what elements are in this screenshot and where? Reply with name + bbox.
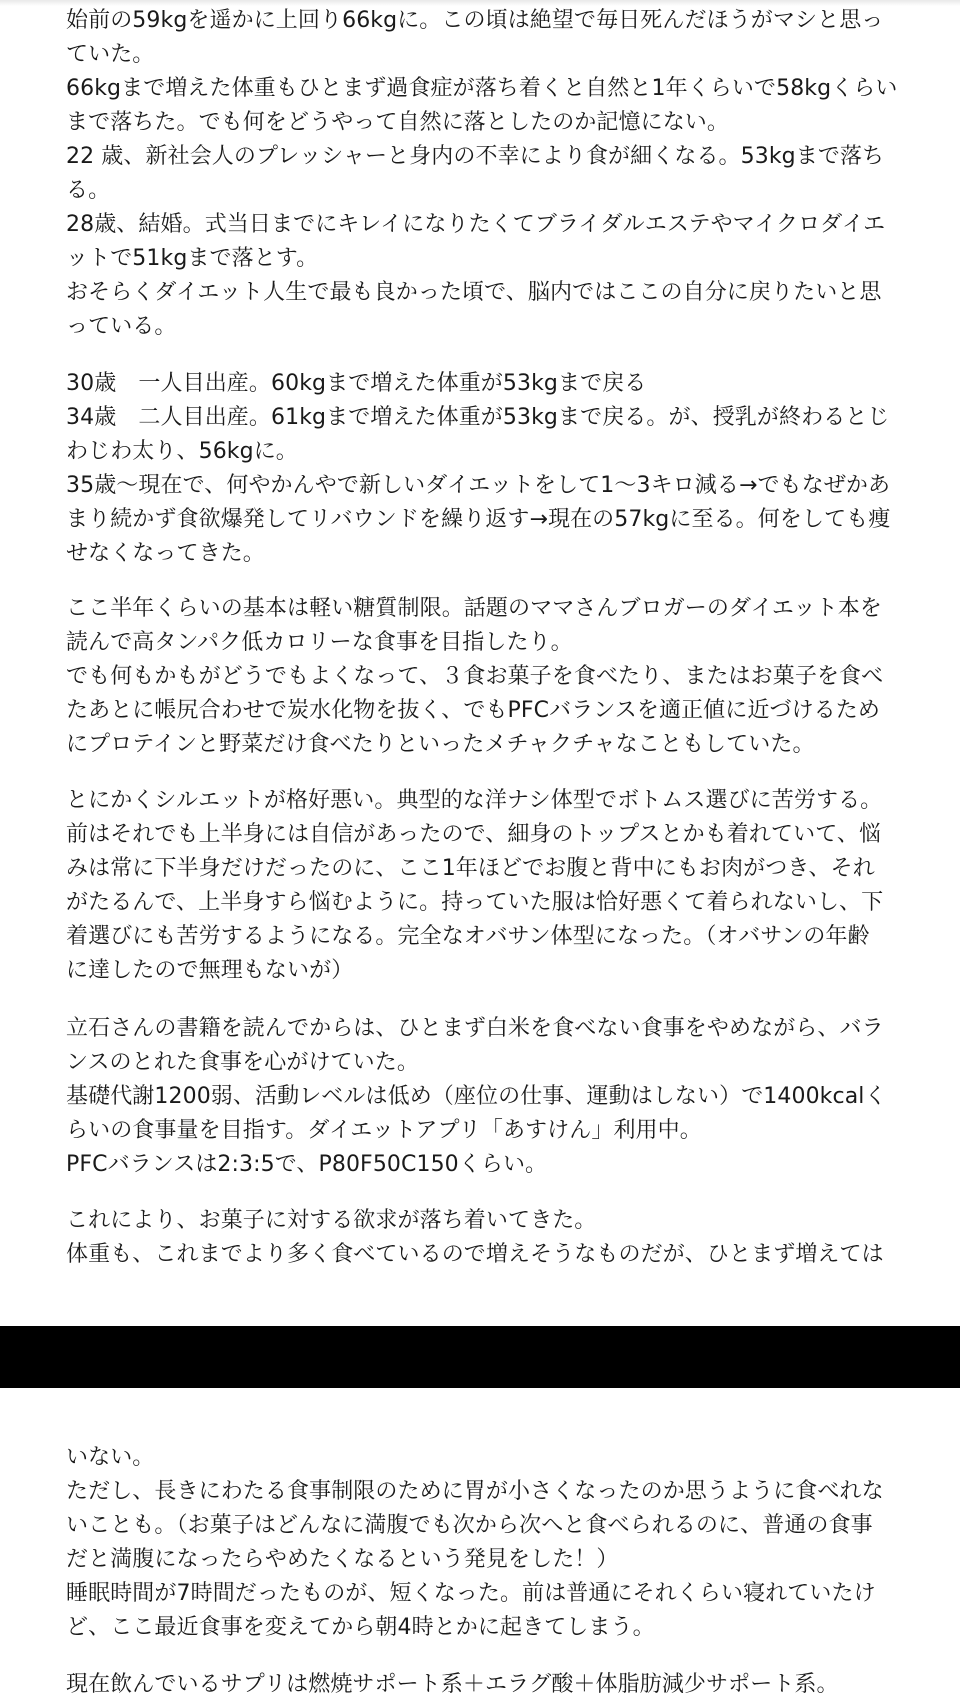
text-line: 着選びにも苦労するようになる。完全なオバサン体型になった。（オバサンの年齢: [66, 924, 870, 949]
paragraph-childbirth-history: [66, 367, 911, 571]
text-line: ここ半年くらいの基本は軽い糖質制限。話題のママさんブロガーのダイエット本を: [66, 596, 882, 621]
page-break-band: [0, 1326, 960, 1388]
text-line: ただし、長きにわたる食事制限のために胃が小さくなったのか思うように食べれな: [66, 1479, 884, 1504]
text-line: みは常に下半身だけだったのに、ここ1年ほどでお腹と背中にもお肉がつき、それ: [66, 856, 875, 881]
text-line: でも何もかもがどうでもよくなって、３食お菓子を食べたり、またはお菓子を食べ: [66, 664, 884, 689]
text-line: ど、ここ最近食事を変えてから朝4時とかに起きてしまう。: [66, 1615, 655, 1640]
text-line: まり続かず食欲爆発してリバウンドを繰り返す→現在の57kgに至る。何をしても痩: [66, 507, 891, 532]
text-line: る。: [66, 178, 111, 203]
text-line: わじわ太り、56kgに。: [66, 439, 298, 464]
paragraph-balanced-diet: [66, 1012, 911, 1182]
text-line: 前はそれでも上半身には自信があったので、細身のトップスとかも着れていて、悩: [66, 822, 882, 847]
paragraph-results: [66, 1204, 911, 1272]
text-line: おそらくダイエット人生で最も良かった頃で、脳内ではここの自分に戻りたいと思: [66, 280, 882, 305]
text-line: 体重も、これまでより多く食べているので増えそうなものだが、ひとまず増えては: [66, 1242, 884, 1267]
text-line: たあとに帳尻合わせで炭水化物を抜く、でもPFCバランスを適正値に近づけるため: [66, 698, 880, 723]
text-line: 読んで高タンパク低カロリーな食事を目指したり。: [66, 630, 573, 655]
text-line: らいの食事量を目指す。ダイエットアプリ「あすけん」利用中。: [66, 1118, 702, 1143]
text-line: まで落ちた。でも何をどうやって自然に落としたのか記憶にない。: [66, 110, 730, 135]
text-line: 28歳、結婚。式当日までにキレイになりたくてブライダルエステやマイクロダイエ: [66, 212, 886, 237]
paragraph-supplements: [66, 1668, 911, 1702]
text-line: に達したので無理もないが）: [66, 958, 354, 983]
text-line: これにより、お菓子に対する欲求が落ち着いてきた。: [66, 1208, 597, 1233]
text-line: 睡眠時間が7時間だったものが、短くなった。前は普通にそれくらい寝れていたけ: [66, 1581, 876, 1606]
text-line: いことも。（お菓子はどんなに満腹でも次から次へと食べられるのに、普通の食事: [66, 1513, 873, 1538]
text-line: だと満腹になったらやめたくなるという発見をした！）: [66, 1547, 619, 1572]
text-line: っている。: [66, 314, 177, 339]
paragraph-weight-history-early: [66, 4, 911, 344]
text-line: PFCバランスは2:3:5で、P80F50C150くらい。: [66, 1152, 548, 1177]
text-line: 現在飲んでいるサプリは燃焼サポート系＋エラグ酸＋体脂肪減少サポート系。: [66, 1672, 839, 1697]
text-line: がたるんで、上半身すら悩むように。持っていた服は恰好悪くて着られないし、下: [66, 890, 884, 915]
text-line: ていた。: [66, 42, 155, 67]
text-line: 22 歳、新社会人のプレッシャーと身内の不幸により食が細くなる。53kgまで落ち: [66, 144, 885, 169]
paragraph-results-continued: [66, 1441, 911, 1645]
text-line: 立石さんの書籍を読んでからは、ひとまず白米を食べない食事をやめながら、バラ: [66, 1016, 884, 1041]
paragraph-silhouette: [66, 784, 911, 988]
text-line: 66kgまで増えた体重もひとまず過食症が落ち着くと自然と1年くらいで58kgくらい: [66, 76, 898, 101]
text-line: 始前の59kgを遥かに上回り66kgに。この頃は絶望で毎日死んだほうがマシと思っ: [66, 8, 884, 33]
text-line: 34歳 二人目出産。61kgまで増えた体重が53kgまで戻る。が、授乳が終わるとじ: [66, 405, 890, 430]
text-line: とにかくシルエットが格好悪い。典型的な洋ナシ体型でボトムス選びに苦労する。: [66, 788, 883, 813]
text-line: ットで51kgまで落とす。: [66, 246, 319, 271]
text-line: ンスのとれた食事を心がけていた。: [66, 1050, 419, 1075]
text-line: いない。: [66, 1445, 155, 1470]
text-line: 基礎代謝1200弱、活動レベルは低め（座位の仕事、運動はしない）で1400kcalく: [66, 1084, 887, 1109]
text-line: にプロテインと野菜だけ食べたりといったメチャクチャなこともしていた。: [66, 732, 815, 757]
paragraph-carb-restriction: [66, 592, 911, 762]
text-line: せなくなってきた。: [66, 541, 265, 566]
text-line: 35歳～現在で、何やかんやで新しいダイエットをして1～3キロ減る→でもなぜかあ: [66, 473, 891, 498]
text-line: 30歳 一人目出産。60kgまで増えた体重が53kgまで戻る: [66, 371, 647, 396]
